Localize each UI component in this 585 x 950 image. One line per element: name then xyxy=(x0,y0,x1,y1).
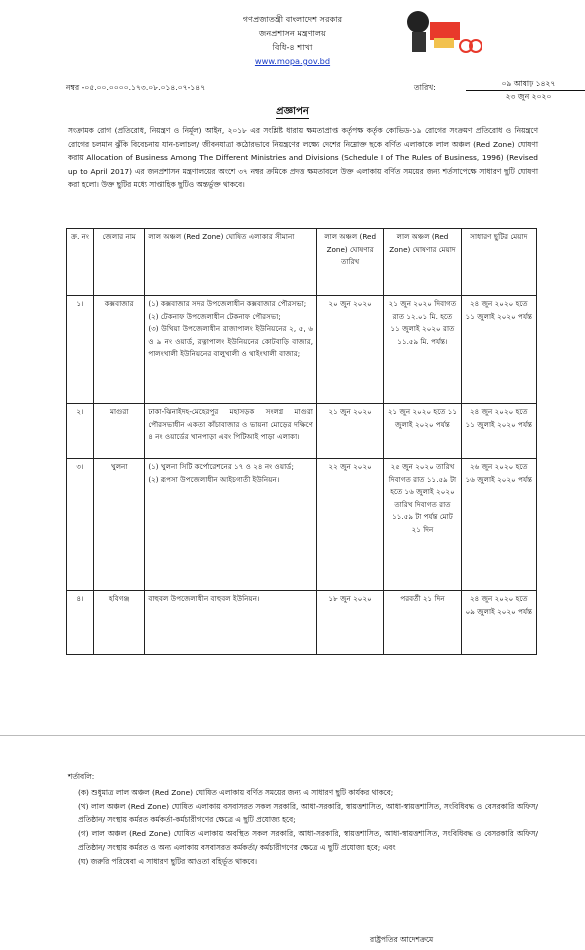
cell-declared-date: ২০ জুন ২০২০ xyxy=(317,296,384,404)
gov-name: গণপ্রজাতন্ত্রী বাংলাদেশ সরকার xyxy=(242,14,343,24)
header-declared-date: লাল অঞ্চল (Red Zone) ঘোষণার তারিখ xyxy=(317,229,384,296)
conditions-section xyxy=(68,770,538,869)
header-area: লাল অঞ্চল (Red Zone) ঘোষিত এলাকার সীমানা xyxy=(145,229,317,296)
area-item: (২) টেকনাফ উপজেলাধীন টেকনাফ পৌরসভা; xyxy=(148,311,281,321)
notice-title: প্রজ্ঞাপন xyxy=(276,106,309,117)
area-item: (১) খুলনা সিটি কর্পোরেশনের ১৭ ও ২৪ নং ওয়ার্ড; xyxy=(148,462,294,471)
header-district: জেলার নাম xyxy=(94,229,145,296)
area-item: (৩) উখিয়া উপজেলাধীন রাজাপালং ইউনিয়নের ২, ৫, ৬ ও ৯ নং ওয়ার্ড, রত্নাপালং ইউনিয়নের কোটবাড়ি বাজার, পালংখালী ইউনিয়নের বালুখালী ও থাইংখালী বাজার; xyxy=(148,324,314,359)
cell-district: কক্সবাজার xyxy=(94,296,145,404)
cell-district: মাগুরা xyxy=(94,404,145,459)
area-item: (২) রূপসা উপজেলাধীন আইচগাতী ইউনিয়ন। xyxy=(148,474,280,484)
cell-serial: ৩। xyxy=(67,459,94,591)
condition-item: (ঘ) জরুরি পরিষেবা এ সাধারণ ছুটির আওতা বহির্ভূত থাকবে। xyxy=(78,856,257,866)
conditions-heading: শর্তাবলি: xyxy=(68,772,95,781)
condition-item: (ক) শুধুমাত্র লাল অঞ্চল (Red Zone) ঘোষিত এলাকায় বর্ণিত সময়ের জন্য এ সাধারণ ছুটি কার্যকর থাকবে; xyxy=(78,787,394,797)
page-divider xyxy=(0,735,585,736)
cell-holiday: ২৬ জুন ২০২০ হতে ১৬ জুলাই ২০২০ পর্যন্ত xyxy=(461,459,536,591)
cell-area xyxy=(145,296,317,404)
header-holiday: সাধারণ ছুটির মেয়াদ xyxy=(461,229,536,296)
letterhead xyxy=(0,12,585,68)
cell-serial: ২। xyxy=(67,404,94,459)
area-item: ঢাকা-ঝিনাইদহ-মেহেরপুর মহাসড়ক সংলগ্ন মাগুরা পৌরসভাধীন একতা কাঁচাবাজার ও ভায়না মোড়ের দক্ষিণে ৪ নং ওয়ার্ডের খানপাড়া এবং পিটিআই পাড়া এলাকা। xyxy=(148,407,314,442)
cell-district: খুলনা xyxy=(94,459,145,591)
cell-declared-date: ১৮ জুন ২০২০ xyxy=(317,591,384,655)
mujib-borsho-logo xyxy=(404,8,482,60)
cell-declared-date: ২১ জুন ২০২০ xyxy=(317,404,384,459)
ministry-name: জনপ্রশাসন মন্ত্রণালয় xyxy=(259,28,326,38)
cell-area xyxy=(145,404,317,459)
cell-duration: ২৫ জুন ২০২০ তারিখ দিবাগত রাত ১১.৫৯ টা হতে ১৬ জুলাই ২০২০ তারিখ দিবাগত রাত ১১.৫৯ টা পর্যন্ত মোট ২১ দিন xyxy=(384,459,461,591)
date-gregorian: ২৩ জুন ২০২০ xyxy=(505,92,552,101)
website-link[interactable]: www.mopa.gov.bd xyxy=(254,56,331,66)
date-bangla: ০৯ আষাঢ় ১৪২৭ xyxy=(466,78,585,91)
section-name: বিধি-৪ শাখা xyxy=(272,42,313,52)
cell-holiday: ২৪ জুন ২০২০ হতে ১১ জুলাই ২০২০ পর্যন্ত xyxy=(461,296,536,404)
intro-paragraph: সংক্রামক রোগ (প্রতিরোধ, নিয়ন্ত্রণ ও নির্মূল) আইন, ২০১৮ এর সংশ্লিষ্ট ধারায় ক্ষমতাপ্রাপ্ত কর্তৃপক্ষ কর্তৃক কোভিড-১৯ রোগের সংক্রমণ প্রতিরোধ ও নিয়ন্ত্রণে রোগের চলমান ঝুঁকি বিবেচনায় যান-চলাচল/ জীবনযাত্রা কঠোরভাবে নিয়ন্ত্রণের লক্ষ্যে দেশের নিম্নোক্ত ছকে বর্ণিত এলাকাকে লাল অঞ্চল (Red Zone) ঘোষণা করায় Allocation of Business Among The Different Ministries and Divisions (Schedule I of The Rules of Business, 1996) (Revised up to April 2017) এর জনপ্রশাসন মন্ত্রণালয়ের অংশে ৩৭ নম্বর ক্রমিকে প্রদত্ত ক্ষমতাবলে উক্ত এলাকায় বর্ণিত সময়ের জন্য শর্তসাপেক্ষে সাধারণ ছুটি ঘোষণা করা হলো। উক্ত ছুটির মধ্যে সাপ্তাহিক ছুটিও অন্তর্ভুক্ত থাকবে। xyxy=(68,126,538,190)
condition-item: (খ) লাল অঞ্চল (Red Zone) ঘোষিত এলাকায় বসবাসরত সকল সরকারি, আধা-সরকারি, স্বায়ত্তশাসিত, আধা-স্বায়ত্তশাসিত, সংবিধিবদ্ধ ও বেসরকারি অফিস/ প্রতিষ্ঠান/ সংস্থায় কর্মরত কর্মকর্তা-কর্মচারীগণের ক্ষেত্রে এ ছুটি প্রযোজ্য হবে; xyxy=(78,801,538,825)
cell-area xyxy=(145,459,317,591)
table-row xyxy=(67,296,537,404)
condition-item: (গ) লাল অঞ্চল (Red Zone) ঘোষিত এলাকায় অবস্থিত সকল সরকারি, আধা-সরকারি, স্বায়ত্তশাসিত, আধা-স্বায়ত্তশাসিত, সংবিধিবদ্ধ ও বেসরকারি অফিস/ প্রতিষ্ঠান/ সংস্থায় কর্মরত ও অন্য এলাকায় বসবাসরত কর্মকর্তা/ কর্মচারীগণের ক্ষেত্রে এ ছুটি প্রযোজ্য হবে; এবং xyxy=(78,829,538,852)
cell-duration: ২১ জুন ২০২০ দিবাগত রাত ১২.০১ মি. হতে ১১ জুলাই ২০২০ রাত ১১.৫৯ মি. পর্যন্ত। xyxy=(384,296,461,404)
area-item: (১) কক্সবাজার সদর উপজেলাধীন কক্সবাজার পৌরসভা; xyxy=(148,299,307,308)
cell-holiday: ২৪ জুন ২০২০ হতে ১১ জুলাই ২০২০ পর্যন্ত xyxy=(461,404,536,459)
red-zone-table xyxy=(66,228,537,655)
table-row xyxy=(67,404,537,459)
cell-duration: ২১ জুন ২০২০ হতে ১১ জুলাই ২০২০ পর্যন্ত xyxy=(384,404,461,459)
table-row xyxy=(67,591,537,655)
cell-declared-date: ২২ জুন ২০২০ xyxy=(317,459,384,591)
cell-area xyxy=(145,591,317,655)
memo-number: নম্বর -০৫.০০.০০০০.১৭৩.০৮.০১৪.০৭-১৪৭ xyxy=(66,83,206,92)
date-label: তারিখ: xyxy=(414,83,436,92)
signature-line: রাষ্ট্রপতির আদেশক্রমে xyxy=(370,935,434,944)
header-serial: ক্র. নং xyxy=(67,229,94,296)
date-block xyxy=(466,78,585,103)
area-item: বাহুবল উপজেলাধীন বাহুবল ইউনিয়ন। xyxy=(148,594,260,603)
table-row xyxy=(67,459,537,591)
cell-district: হবিগঞ্জ xyxy=(94,591,145,655)
cell-holiday: ২৪ জুন ২০২০ হতে ০৯ জুলাই ২০২০ পর্যন্ত xyxy=(461,591,536,655)
table-header-row xyxy=(67,229,537,296)
cell-serial: ৪। xyxy=(67,591,94,655)
header-duration: লাল অঞ্চল (Red Zone) ঘোষণার মেয়াদ xyxy=(384,229,461,296)
cell-serial: ১। xyxy=(67,296,94,404)
cell-duration: পরবর্তী ২১ দিন xyxy=(384,591,461,655)
